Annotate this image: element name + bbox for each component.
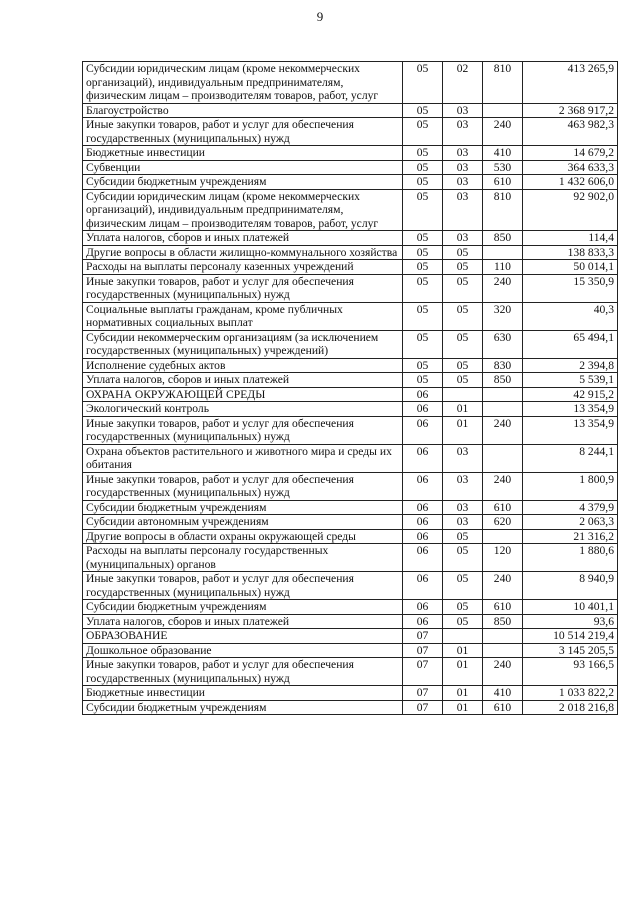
subsection-code-cell: 05 [443,302,483,330]
expense-type-code-cell [483,387,523,402]
amount-cell: 15 350,9 [523,274,618,302]
row-name-cell: Благоустройство [83,103,403,118]
amount-cell: 92 902,0 [523,189,618,231]
subsection-code-cell: 05 [443,330,483,358]
table-row [83,245,618,260]
amount-cell: 13 354,9 [523,416,618,444]
expense-type-code-cell [483,103,523,118]
row-name-cell: Охрана объектов растительного и животного мира и среды их обитания [83,444,403,472]
subsection-code-cell: 05 [443,572,483,600]
expense-type-code-cell: 240 [483,658,523,686]
row-name-cell: Другие вопросы в области охраны окружающей среды [83,529,403,544]
subsection-code-cell: 05 [443,529,483,544]
amount-cell: 2 018 216,8 [523,700,618,715]
section-code-cell: 06 [403,600,443,615]
section-code-cell: 07 [403,629,443,644]
section-code-cell: 06 [403,402,443,417]
subsection-code-cell: 01 [443,402,483,417]
amount-cell: 2 368 917,2 [523,103,618,118]
expense-type-code-cell [483,529,523,544]
expense-type-code-cell: 850 [483,373,523,388]
section-code-cell: 05 [403,274,443,302]
table-row [83,160,618,175]
section-code-cell: 06 [403,472,443,500]
row-name-cell: Уплата налогов, сборов и иных платежей [83,614,403,629]
table-row [83,472,618,500]
expense-type-code-cell: 240 [483,416,523,444]
section-code-cell: 05 [403,175,443,190]
expense-type-code-cell: 110 [483,260,523,275]
amount-cell: 8 940,9 [523,572,618,600]
section-code-cell: 06 [403,614,443,629]
section-code-cell: 05 [403,302,443,330]
amount-cell: 8 244,1 [523,444,618,472]
section-code-cell: 07 [403,658,443,686]
section-code-cell: 06 [403,387,443,402]
table-row [83,330,618,358]
table-row [83,402,618,417]
row-name-cell: Иные закупки товаров, работ и услуг для обеспечения государственных (муниципальных) нужд [83,416,403,444]
table-row [83,373,618,388]
row-name-cell: Субсидии бюджетным учреждениям [83,600,403,615]
table-row [83,572,618,600]
row-name-cell: Субсидии некоммерческим организациям (за исключением государственных (муниципальных) учреждений) [83,330,403,358]
subsection-code-cell: 05 [443,358,483,373]
subsection-code-cell: 01 [443,416,483,444]
section-code-cell: 05 [403,118,443,146]
row-name-cell: Субсидии юридическим лицам (кроме некоммерческих организаций), индивидуальным предпринимателям, физическим лицам – производителям товаров, работ, услуг [83,189,403,231]
expense-type-code-cell: 630 [483,330,523,358]
expense-type-code-cell: 530 [483,160,523,175]
subsection-code-cell: 01 [443,686,483,701]
amount-cell: 114,4 [523,231,618,246]
amount-cell: 14 679,2 [523,146,618,161]
table-row [83,260,618,275]
amount-cell: 10 514 219,4 [523,629,618,644]
row-name-cell: Иные закупки товаров, работ и услуг для обеспечения государственных (муниципальных) нужд [83,274,403,302]
section-code-cell: 05 [403,62,443,104]
amount-cell: 3 145 205,5 [523,643,618,658]
section-code-cell: 07 [403,643,443,658]
subsection-code-cell: 05 [443,373,483,388]
table-row [83,416,618,444]
table-row [83,103,618,118]
expense-type-code-cell: 320 [483,302,523,330]
table-row [83,658,618,686]
page-number: 9 [316,9,324,24]
expense-type-code-cell: 810 [483,62,523,104]
expense-type-code-cell: 410 [483,146,523,161]
amount-cell: 42 915,2 [523,387,618,402]
amount-cell: 40,3 [523,302,618,330]
table-row [83,529,618,544]
amount-cell: 2 063,3 [523,515,618,530]
amount-cell: 4 379,9 [523,500,618,515]
section-code-cell: 06 [403,515,443,530]
subsection-code-cell: 05 [443,600,483,615]
row-name-cell: Расходы на выплаты персоналу государственных (муниципальных) органов [83,544,403,572]
table-row [83,274,618,302]
subsection-code-cell: 03 [443,146,483,161]
subsection-code-cell [443,387,483,402]
expense-type-code-cell: 610 [483,600,523,615]
expense-type-code-cell: 610 [483,500,523,515]
expense-type-code-cell: 410 [483,686,523,701]
amount-cell: 5 539,1 [523,373,618,388]
section-code-cell: 05 [403,373,443,388]
expense-type-code-cell: 610 [483,700,523,715]
row-name-cell: Бюджетные инвестиции [83,686,403,701]
amount-cell: 1 880,6 [523,544,618,572]
table-row [83,444,618,472]
row-name-cell: Дошкольное образование [83,643,403,658]
expense-type-code-cell: 120 [483,544,523,572]
subsection-code-cell: 05 [443,274,483,302]
row-name-cell: Субсидии бюджетным учреждениям [83,500,403,515]
table-row [83,146,618,161]
row-name-cell: Субсидии юридическим лицам (кроме некоммерческих организаций), индивидуальным предпринимателям, физическим лицам – производителям товаров, работ, услуг [83,62,403,104]
amount-cell: 93,6 [523,614,618,629]
expense-type-code-cell: 240 [483,572,523,600]
subsection-code-cell: 02 [443,62,483,104]
row-name-cell: Субсидии бюджетным учреждениям [83,175,403,190]
row-name-cell: Субсидии бюджетным учреждениям [83,700,403,715]
subsection-code-cell: 03 [443,103,483,118]
subsection-code-cell: 03 [443,118,483,146]
section-code-cell: 05 [403,358,443,373]
section-code-cell: 06 [403,529,443,544]
expense-type-code-cell: 850 [483,231,523,246]
subsection-code-cell: 03 [443,500,483,515]
section-code-cell: 06 [403,544,443,572]
subsection-code-cell: 05 [443,614,483,629]
table-row [83,600,618,615]
subsection-code-cell: 05 [443,544,483,572]
amount-cell: 138 833,3 [523,245,618,260]
table-row [83,189,618,231]
subsection-code-cell [443,629,483,644]
table-row [83,387,618,402]
section-code-cell: 07 [403,686,443,701]
row-name-cell: Иные закупки товаров, работ и услуг для обеспечения государственных (муниципальных) нужд [83,658,403,686]
row-name-cell: Социальные выплаты гражданам, кроме публичных нормативных социальных выплат [83,302,403,330]
table-row [83,515,618,530]
amount-cell: 2 394,8 [523,358,618,373]
row-name-cell: Уплата налогов, сборов и иных платежей [83,231,403,246]
subsection-code-cell: 05 [443,245,483,260]
amount-cell: 21 316,2 [523,529,618,544]
section-code-cell: 05 [403,160,443,175]
amount-cell: 93 166,5 [523,658,618,686]
subsection-code-cell: 03 [443,515,483,530]
section-code-cell: 06 [403,572,443,600]
expense-type-code-cell: 830 [483,358,523,373]
section-code-cell: 06 [403,444,443,472]
amount-cell: 13 354,9 [523,402,618,417]
expense-type-code-cell: 620 [483,515,523,530]
amount-cell: 1 800,9 [523,472,618,500]
row-name-cell: Расходы на выплаты персоналу казенных учреждений [83,260,403,275]
subsection-code-cell: 03 [443,175,483,190]
table-row [83,175,618,190]
table-row [83,62,618,104]
table-row [83,358,618,373]
section-code-cell: 05 [403,189,443,231]
row-name-cell: Другие вопросы в области жилищно-коммунального хозяйства [83,245,403,260]
row-name-cell: Иные закупки товаров, работ и услуг для обеспечения государственных (муниципальных) нужд [83,118,403,146]
table-row [83,686,618,701]
amount-cell: 1 033 822,2 [523,686,618,701]
table-row [83,643,618,658]
expense-type-code-cell: 850 [483,614,523,629]
expense-type-code-cell [483,402,523,417]
table-row [83,302,618,330]
subsection-code-cell: 03 [443,444,483,472]
amount-cell: 413 265,9 [523,62,618,104]
subsection-code-cell: 01 [443,658,483,686]
section-code-cell: 05 [403,146,443,161]
expense-type-code-cell [483,643,523,658]
table-row [83,231,618,246]
section-code-cell: 07 [403,700,443,715]
expense-type-code-cell [483,444,523,472]
subsection-code-cell: 01 [443,643,483,658]
table-row [83,118,618,146]
section-code-cell: 05 [403,330,443,358]
amount-cell: 10 401,1 [523,600,618,615]
row-name-cell: Уплата налогов, сборов и иных платежей [83,373,403,388]
amount-cell: 463 982,3 [523,118,618,146]
amount-cell: 65 494,1 [523,330,618,358]
subsection-code-cell: 03 [443,189,483,231]
table-row [83,544,618,572]
subsection-code-cell: 03 [443,472,483,500]
amount-cell: 1 432 606,0 [523,175,618,190]
row-name-cell: Субвенции [83,160,403,175]
row-name-cell: Субсидии автономным учреждениям [83,515,403,530]
expense-type-code-cell [483,629,523,644]
expense-type-code-cell: 240 [483,472,523,500]
subsection-code-cell: 03 [443,231,483,246]
expense-type-code-cell [483,245,523,260]
subsection-code-cell: 05 [443,260,483,275]
amount-cell: 364 633,3 [523,160,618,175]
subsection-code-cell: 01 [443,700,483,715]
section-code-cell: 05 [403,231,443,246]
table-body [83,62,618,715]
expense-type-code-cell: 240 [483,118,523,146]
table-row [83,700,618,715]
row-name-cell: ОБРАЗОВАНИЕ [83,629,403,644]
row-name-cell: Экологический контроль [83,402,403,417]
row-name-cell: Бюджетные инвестиции [83,146,403,161]
section-code-cell: 06 [403,416,443,444]
subsection-code-cell: 03 [443,160,483,175]
expense-type-code-cell: 240 [483,274,523,302]
section-code-cell: 05 [403,260,443,275]
section-code-cell: 06 [403,500,443,515]
row-name-cell: ОХРАНА ОКРУЖАЮЩЕЙ СРЕДЫ [83,387,403,402]
section-code-cell: 05 [403,103,443,118]
table-row [83,500,618,515]
expense-type-code-cell: 610 [483,175,523,190]
table-row [83,629,618,644]
budget-table [82,61,618,715]
row-name-cell: Иные закупки товаров, работ и услуг для обеспечения государственных (муниципальных) нужд [83,572,403,600]
section-code-cell: 05 [403,245,443,260]
row-name-cell: Иные закупки товаров, работ и услуг для обеспечения государственных (муниципальных) нужд [83,472,403,500]
expense-type-code-cell: 810 [483,189,523,231]
row-name-cell: Исполнение судебных актов [83,358,403,373]
amount-cell: 50 014,1 [523,260,618,275]
table-row [83,614,618,629]
